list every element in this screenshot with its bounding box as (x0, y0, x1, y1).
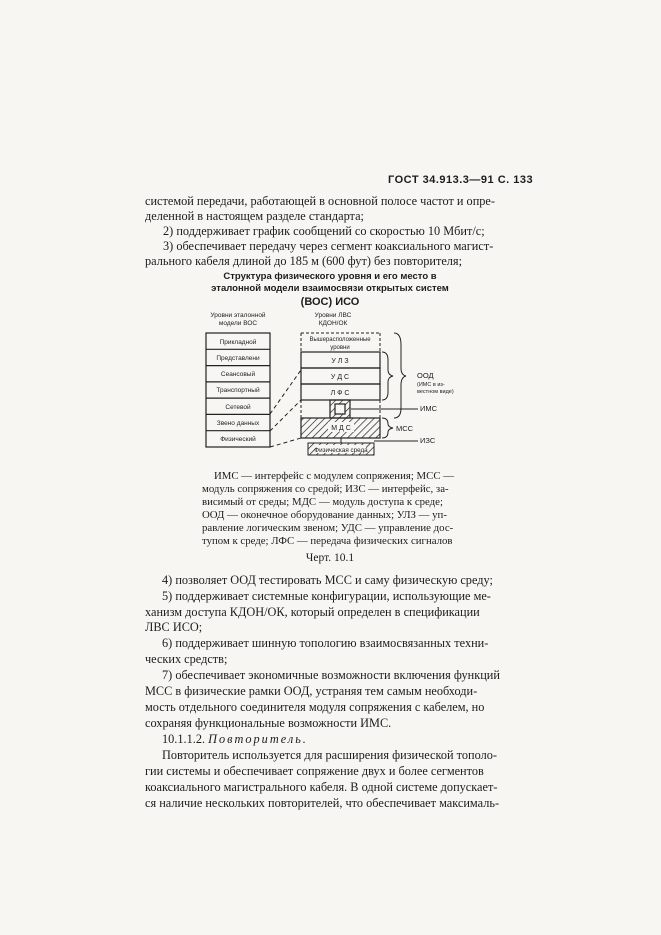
text-line: 5) поддерживает системные конфигурации, использующие ме- (162, 589, 491, 603)
osi-layer-application: Прикладной (219, 339, 257, 346)
osi-layer-physical: Физический (220, 436, 256, 443)
text-line: 3) обеспечивает передачу через сегмент коаксиального магист- (163, 239, 494, 253)
text-line: ческих средств; (145, 652, 228, 666)
upper-levels-line2: уровни (330, 345, 350, 351)
text-line: МСС в физические рамки ООД, устраняя тем самым необходи- (145, 684, 478, 698)
lan-layer-lfs: Л Ф С (330, 390, 350, 397)
ood-label: ООД (417, 371, 434, 380)
caption-line: модуль сопряжения со средой; ИЗС — интерфейс, за- (202, 483, 449, 495)
lan-header-line2: КДОН/ОК (318, 320, 348, 327)
caption-line: тупом к среде; ЛФС — передача физических сигналов (202, 535, 453, 547)
text-line: ханизм доступа КДОН/ОК, который определен в спецификации (145, 605, 480, 619)
upper-levels-line1: Вышерасположенные (309, 337, 371, 343)
lan-layer-uds: У Д С (330, 374, 350, 381)
text-line: 6) поддерживает шинную топологию взаимосвязанных техни- (162, 636, 489, 650)
caption-line: ООД — оконечное оборудование данных; УЛЗ — уп- (202, 509, 447, 521)
text-line: Повторитель используется для расширения физической тополо- (162, 748, 497, 762)
text-line: системой передачи, работающей в основной полосе частот и опре- (145, 194, 495, 208)
text-line: рального кабеля длиной до 185 м (600 фут) без повторителя; (145, 254, 462, 268)
text-line: мость отдельного соединителя модуля сопряжения с кабелем, но (145, 700, 485, 714)
ims-connector (330, 400, 350, 418)
text-line: сохраняя функциональные возможности ИМС. (145, 716, 392, 730)
section-number: 10.1.1.2. (162, 732, 206, 746)
osi-layer-transport: Транспортный (216, 387, 260, 394)
text-line: 4) позволяет ООД тестировать МСС и саму физическую среду; (162, 573, 493, 587)
osi-layer-session: Сеансовый (220, 371, 256, 378)
izs-label: ИЗС (420, 436, 436, 445)
caption-line: ИМС — интерфейс с модулем сопряжения; МСС — (214, 470, 455, 482)
text-line: ЛВС ИСО; (145, 620, 203, 634)
osi-header-line1: Уровни эталонной (210, 312, 266, 319)
text-line: гии системы и обеспечивает сопряжение двух и более сегментов (145, 764, 484, 778)
ood-note-line2: вестном виде) (417, 389, 454, 395)
lan-layer-ulz: У Л З (331, 358, 349, 365)
figure-title-line2: эталонной модели взаимосвязи открытых систем (211, 283, 449, 294)
osi-layer-network: Сетевой (225, 404, 251, 411)
text-line: 7) обеспечивает экономичные возможности включения функций (162, 668, 500, 682)
section-heading (162, 732, 308, 747)
medium-label: Физическая среда (314, 447, 368, 454)
page-header: ГОСТ 34.913.3—91 С. 133 (388, 174, 534, 186)
mss-label: МСС (396, 424, 414, 433)
osi-layer-presentation: Представлени (216, 355, 260, 362)
caption-line: висимый от среды; МДС — модуль доступа к среде; (202, 496, 443, 508)
text-line: деленной в настоящем разделе стандарта; (145, 209, 364, 223)
lan-header-line1: Уровни ЛВС (314, 312, 352, 319)
figure-title-line1: Структура физического уровня и его место в (223, 271, 437, 282)
text-line: ся наличие нескольких повторителей, что обеспечивает максималь- (145, 796, 500, 810)
mapping-lines (270, 370, 301, 447)
mds-label: М Д С (331, 425, 351, 432)
osi-layer-datalink: Звено данных (216, 420, 260, 427)
ood-note-line1: (ИМС в из- (417, 382, 445, 388)
text-line: коаксиального магистрального кабеля. В одной системе допускает- (145, 780, 498, 794)
caption-line: равление логическим звеном; УДС — управление дос- (202, 522, 454, 534)
section-title: Повторитель. (208, 732, 308, 746)
figure-label: Черт. 10.1 (305, 552, 355, 564)
figure-title-line3: (ВОС) ИСО (300, 296, 360, 308)
ims-label: ИМС (420, 404, 438, 413)
osi-header-line2: модели ВОС (218, 320, 258, 327)
text-line: 2) поддерживает график сообщений со скоростью 10 Мбит/с; (163, 224, 485, 238)
